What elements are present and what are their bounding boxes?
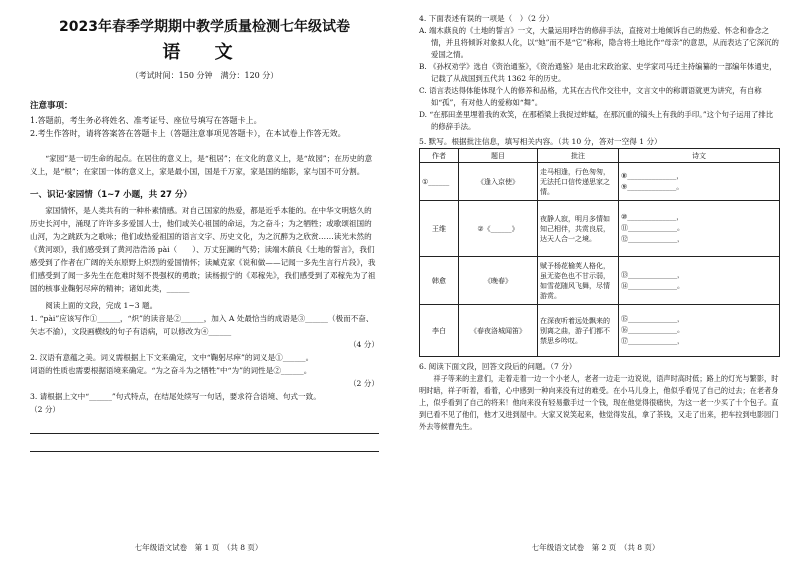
notes-title: 注意事项：	[30, 101, 73, 111]
question-4-option-a: A. 端木蕻良的《土地的誓言》一文，大量运用呼告的修辞手法，直接对土地倾诉自己的热爱、怀念和眷念之情，并且将倾诉对象拟人化，以“她”而不是“它”称称，隐含将土地比作“母亲”的意思，从而表达了它深沉的爱国之情。	[419, 26, 779, 59]
poem-line[interactable]: ⑯______________。	[621, 326, 684, 334]
question-intro: 阅读上面的文段，完成 1~3 题。	[45, 301, 158, 310]
note-2: 2.考生作答时，请将答案答在答题卡上（答题注意事项见答题卡），在本试卷上作答无效。	[30, 129, 346, 138]
poem-line[interactable]: ⑨______________。	[621, 182, 684, 191]
poem-line[interactable]: ⑰______________，	[621, 337, 684, 345]
row-note: 夜静人寂，明月多情如知己相伴，共赏良辰，达天人合一之境。	[538, 201, 619, 257]
answer-line-2[interactable]	[30, 438, 379, 452]
intro-paragraph: “家园”是一切生命的起点。在居住的意义上，是“租居”；在文化的意义上，是“故园”；在历史的意义上，是“根”；在家国一体的意义上，家是最小国，国是千万家，家是国的缩影，家与国不可分割。	[30, 154, 373, 176]
row-author: 李白	[420, 305, 459, 357]
row-author[interactable]: ①______	[420, 163, 459, 201]
note-1: 1.答题前，考生务必将姓名、准考证号、座位号填写在答题卡上。	[30, 116, 262, 125]
row-note: 赋予杨花榆荚人格化，虽无姿色也不甘示弱，如雪花随风飞舞，尽情游赏。	[538, 257, 619, 305]
poem-line[interactable]: ⑪______________。	[621, 224, 684, 232]
row-poem[interactable]	[619, 305, 780, 357]
dictation-table	[419, 148, 780, 357]
answer-line-1[interactable]	[30, 420, 379, 434]
header-author: 作者	[420, 149, 459, 163]
row-title: 《春夜洛城闻笛》	[459, 305, 538, 357]
row-note: 走马相逢，行色匆匆，无法托口信传递思家之情。	[538, 163, 619, 201]
section-1-title: 一、识记·家园情（1~7 小题，共 27 分）	[30, 190, 192, 200]
table-header-row	[420, 149, 780, 163]
header-note: 批注	[538, 149, 619, 163]
passage: 家国情怀，是人类共有的一种朴素情感。对自己国家的热爱，都是近乎本能的。在中华文明悠久的历史长河中，涌现了许许多多爱国人士，他们或关心祖国的命运，为之奋斗；为之牺牲；或歌颂祖国的山河，为之跳跃为之歌咏；他们或热爱祖国的语言文字、历史文化，为之沉醉为之欣赏……读光未然的《黄河颂》，我们感受到了黄河浩浩汤 pài（ ）、万丈狂澜的气势；读端木蕻良《土地的誓言》，我们感受到了作者在广阔的关东原野上炽烈的爱国情怀；读臧克家《说和做——记闻一多先生言行片段》，我们感受到了闻一多先生在危难时刻不畏强权的勇敢；读杨振宁的《邓稼先》，我们感受到了邓稼先为了祖国的核事业鞠躬尽瘁的精神；诸如此类，______	[30, 206, 376, 293]
poem-line[interactable]: ⑬______________，	[621, 270, 684, 279]
question-4-title: 4. 下面表述有误的一项是（ ）（2 分）	[419, 14, 554, 23]
row-poem[interactable]	[619, 201, 780, 257]
row-poem[interactable]	[619, 163, 780, 201]
table-row	[420, 163, 780, 201]
poem-line[interactable]: ⑭______________。	[621, 281, 684, 290]
row-title[interactable]: ②《______》	[459, 201, 538, 257]
poem-line[interactable]: ⑩______________，	[621, 213, 684, 221]
table-row	[420, 257, 780, 305]
question-4-option-c: C. 语言表达得体能体现个人的修养和品格，尤其在古代作交往中，文言文中的称谓语就更为讲究，有自称如“孤”，有对他人的爱称如“舞”。	[419, 86, 762, 107]
exam-meta: （考试时间：150 分钟 满分：120 分）	[130, 71, 279, 80]
row-poem[interactable]	[619, 257, 780, 305]
question-1: 1. “pài”应该写作①______，“炽”的读音是②______，加入 A 处最恰当的成语是③______（极而不奋、矢志不渝），文段画横线的句子有语病，可以修改为④______	[30, 314, 374, 336]
header-poem: 诗文	[619, 149, 780, 163]
page-footer: 七年级语文试卷 第 2 页 （共 8 页）	[531, 543, 660, 552]
question-1-score: （4 分）	[348, 340, 379, 349]
question-2-part-b: 词语的性质也需要根据语境来确定。“为之奋斗为之牺牲”中“为”的词性是②______。	[30, 366, 312, 375]
table-row	[420, 201, 780, 257]
poem-line[interactable]: ⑧______________，	[621, 171, 684, 180]
question-2-score: （2 分）	[348, 379, 379, 388]
question-6-title: 6. 阅读下面文段，回答文段后的问题。（7 分）	[419, 362, 577, 371]
row-title: 《逢入京使》	[459, 163, 538, 201]
question-6-passage: 祥子等来的主意们，走着走着一边一个小老人，老者一边走一边说说，语声时高时低；路上的灯光与繁影，时明时暗，祥子听着，看着，心中感到一种向来没有过的难受。在小马儿身上，他似乎看见了自己的过去；在老者身上，似乎看到了自己的将来！他向来没有轻易撒手过一个钱，现在他觉得很痛快，为这一老一少买了十个包子。直到已看不见了他们，他才又进到屋中。大家又说笑起来，他觉得发乱，拿了茶钱，又走了出来，把车拉到电影园门外去等候曹先生。	[419, 374, 779, 431]
question-4-option-d: D. “在那田垄里埋着我的欢笑，在那稻梁上我捉过蚱蜢，在那沉重的镐头上有我的手印。”这个句子运用了排比的修辞手法。	[419, 110, 774, 131]
poem-line[interactable]: ⑫______________，	[621, 235, 684, 243]
row-title: 《晚春》	[459, 257, 538, 305]
row-author: 王维	[420, 201, 459, 257]
page-footer: 七年级语文试卷 第 1 页 （共 8 页）	[134, 543, 263, 552]
table-row	[420, 305, 780, 357]
row-note: 在深夜听着远处飘来的别离之曲，游子们都不禁思乡吟叹。	[538, 305, 619, 357]
exam-title: 2023年春季学期期中教学质量检测七年级试卷	[59, 19, 350, 35]
row-author: 韩愈	[420, 257, 459, 305]
subject-title: 语 文	[162, 42, 247, 63]
question-3-score: （2 分）	[30, 405, 61, 414]
header-title: 题目	[459, 149, 538, 163]
poem-line[interactable]: ⑮______________，	[621, 315, 684, 323]
page-2	[397, 0, 794, 561]
question-2: 2. 汉语有意蕴之美。词义需根据上下文来确定，文中“鞠躬尽瘁”的词义是①______。	[30, 353, 314, 362]
question-5-title: 5. 默写。根据批注信息，填写相关内容。（共 10 分，答对一空得 1 分）	[419, 137, 662, 146]
question-3: 3. 请根据上文中“______”句式特点，在结尾处续写一句话，要求符合语境、句式一致。	[30, 392, 321, 401]
question-4-option-b: B. 《孙权劝学》选自《资治通鉴》，《资治通鉴》是由北宋政治家、史学家司马迁主持编纂的一部编年体通史，记载了从战国到五代共 1362 年的历史。	[419, 62, 777, 83]
